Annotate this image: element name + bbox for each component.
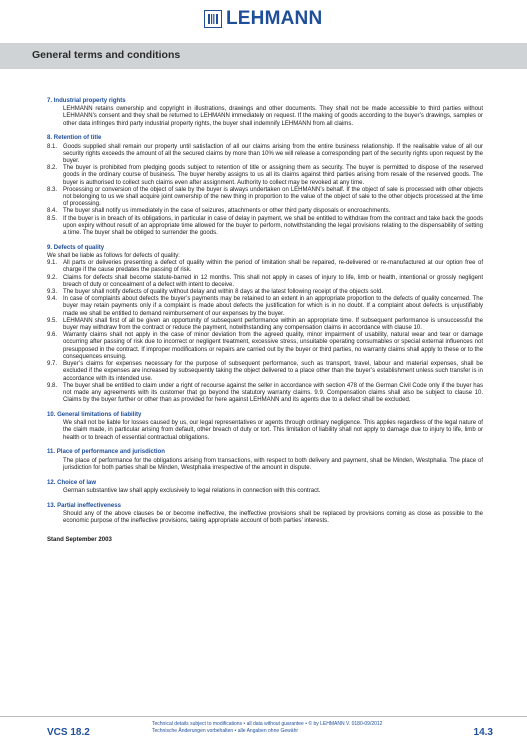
clause-text: Claims for defects shall become statute-barred in 12 months. This shall not apply in cases of injury to life, limb or health, intentional or grossly negligent breach of duty or concealment of a defect with intent to deceive. [63, 274, 483, 288]
section-paragraph: Should any of the above clauses be or become ineffective, the ineffective provisions shall be replaced by provisions coming as close as possible to the economic purpose of the ineffective provisions, taking appropriate account of both parties’ interests. [63, 510, 483, 524]
clause-number: 9.5. [47, 317, 58, 324]
footer-page-number: 14.3 [473, 727, 493, 738]
section-choice-of-law [47, 480, 483, 495]
terms-content [47, 98, 483, 544]
section-retention-of-title [47, 135, 483, 237]
section-heading: 13. Partial ineffectiveness [47, 502, 121, 509]
lehmann-box-logo-icon [204, 10, 222, 28]
clause-number: 9.4. [47, 296, 58, 303]
section-heading: 7. Industrial property rights [47, 98, 126, 104]
title-bar [0, 43, 527, 69]
clause-number: 9.3. [47, 289, 58, 296]
footer-note-english: Technical details subject to modifications • all data without guarantee • © by LEHMANN V. 0180-09/2012 [152, 721, 383, 727]
clause-text: Buyer’s claims for expenses necessary for the purpose of subsequent performance, such as transport, travel, labour and material expenses, shall be excluded if the expenses are increased by subsequently taking the object delivered to a place other than the buyer’s establishment unless such transfer is in accordance with its intended use. [63, 361, 483, 382]
footer-catalog-code: VCS 18.2 [47, 727, 90, 738]
section-place-of-performance [47, 449, 483, 472]
clause-text: All parts or deliveries presenting a defect of quality within the period of limitation shall be repaired, re-delivered or re-manufactured at our option free of charge if the cause predates the passing of risk. [63, 260, 483, 274]
clause-text: Goods supplied shall remain our property until satisfaction of all our claims arising from the entire business relationship. If the realisable value of all our security rights exceeds the amount of all the secured claims by more than 10% we will release a corresponding part of the security rights upon request by the buyer. [63, 143, 483, 165]
clause-number: 9.6. [47, 332, 58, 339]
clause-item [47, 275, 483, 289]
clause-number: 8.1. [47, 143, 58, 150]
footer-note-german: Technische Änderungen vorbehalten • alle Angaben ohne Gewähr [152, 727, 299, 734]
section-industrial-property [47, 98, 483, 128]
clause-text: LEHMANN shall first of all be given an opportunity of subsequent performance within an appropriate time. If subsequent performance is unsuccessful the buyer may withdraw from the contract or reduce the payment, notwithstanding any compensation claims in accordance with clause 10. [63, 317, 483, 332]
section-paragraph: LEHMANN retains ownership and copyright in illustrations, drawings and other documents. They shall not be made accessible to third parties without LEHMANN’s consent and they shall be returned to LEHMANN immediately on request. If the making of goods according to the buyer’s drawings, samples or other data infringes third party industrial property rights, the buyer shall indemnify LEHMANN from all claims. [63, 106, 483, 127]
section-paragraph: German substantive law shall apply exclusively to legal relations in connection with this contract. [63, 487, 321, 494]
section-intro: We shall be liable as follows for defects of quality: [47, 253, 180, 260]
clause-text: The buyer shall be entitled to claim under a right of recourse against the seller in accordance with section 478 of the German Civil Code only if the buyer has not made any agreements with its customer that go beyond the statutory warranty claims. 9.9. Compensation claims shall also be subject to clause 10. Claims by the buyer further or other than as provided for here against LEHMANN and its agents due to a defect shall be excluded. [63, 382, 483, 404]
section-heading: 9. Defects of quality [47, 244, 105, 251]
clause-number: 9.8. [47, 382, 58, 389]
clause-item [47, 383, 483, 405]
page-title: General terms and conditions [32, 49, 181, 61]
clause-text: Warranty claims shall not apply in the case of minor deviation from the agreed quality, minor impairment of usability, natural wear and tear or damage occurring after passing of risk due to incorrect or negligent treatment, excessive stress, unsuitable operating consumables or special external influences not presupposed in the contract. If improper modifications or repairs are carried out by the buyer or third parties, no warranty claims shall apply to these or to the consequences ensuing. [63, 332, 483, 360]
clause-text: In case of complaints about defects the buyer’s payments may be retained to an extent in an appropriate proportion to the defects of quality concerned. The buyer may retain payments only if a complaint is made about defects the justification for which is in no doubt. If a complaint about defects is unjustifiably made we shall be entitled to demand reimbursement of our expenses by the buyer. [63, 296, 483, 317]
brand-logo [204, 8, 322, 30]
clause-number: 8.2. [47, 165, 58, 172]
footer-divider [0, 716, 527, 717]
clause-number: 8.5. [47, 215, 58, 222]
section-heading: 8. Retention of title [47, 135, 102, 142]
section-paragraph: The place of performance for the obligations arising from transactions, with respect to both delivery and payment, shall be Minden, Westphalia. The place of jurisdiction for both parties shall be Minden, Westphalia irrespective of the amount in dispute. [63, 457, 483, 471]
clause-number: 9.1. [47, 260, 58, 267]
section-limitations-of-liability [47, 412, 483, 442]
stand-date: Stand September 2003 [47, 537, 112, 544]
section-heading: 11. Place of performance and jurisdiction [47, 449, 165, 456]
clause-number: 8.4. [47, 208, 58, 215]
clause-item [47, 361, 483, 383]
section-heading: 10. General limitations of liability [47, 411, 142, 418]
clause-text: The buyer shall notify defects of quality without delay and within 8 days at the latest following receipt of the objects sold. [63, 289, 383, 296]
clause-number: 8.3. [47, 186, 58, 193]
clause-item [47, 289, 483, 296]
clause-text: The buyer shall notify us immediately in the case of seizures, attachments or other third party disposals or encroachments. [63, 208, 391, 215]
clause-number: 9.7. [47, 361, 58, 368]
clause-item [47, 318, 483, 332]
section-heading: 12. Choice of law [47, 479, 97, 486]
clause-item [47, 165, 483, 187]
clause-item [47, 144, 483, 166]
clause-item [47, 260, 483, 274]
brand-name: LEHMANN [226, 8, 323, 29]
clause-item [47, 332, 483, 361]
clause-text: If the buyer is in breach of its obligations, in particular in case of delay in payment, we shall be entitled to withdraw from the contract and take back the goods upon expiry without result of an appropriate time allowed for the buyer to perform, notwithstanding the legal provisions relating to the dispensability of setting a time. The buyer shall be obliged to surrender the goods. [63, 215, 483, 237]
clause-text: The buyer is prohibited from pledging goods subject to retention of title or assigning them as security. The buyer is permitted to dispose of the reserved goods in the ordinary course of business. The buyer hereby assigns to us all its claims against third parties arising from resale of the reserved goods. The buyer is authorised to collect such claims even after assignment. Authority to collect may be revoked at any time. [63, 165, 483, 186]
section-partial-ineffectiveness [47, 503, 483, 526]
clause-item [47, 296, 483, 318]
clause-item [47, 216, 483, 238]
section-paragraph: We shall not be liable for losses caused by us, our legal representatives or agents through ordinary negligence. This applies regardless of the legal nature of the claim made, in particular arising from default, other breach of duty or tort. This limitation of liability shall not apply to damage due to injury to life, limb or health or to breach of essential contractual obligations. [63, 420, 483, 441]
footer-notes [152, 721, 382, 734]
clause-text: Processing or conversion of the object of sale by the buyer is always undertaken on LEHMANN’s behalf. If the object of sale is processed with other objects not belonging to us we shall acquire joint ownership of the new thing in proportion to the value of the object of sale to the other objects processed at the time of processing. [63, 186, 483, 208]
clause-number: 9.2. [47, 274, 58, 281]
clause-item [47, 187, 483, 209]
clause-item [47, 208, 483, 215]
section-defects-of-quality [47, 245, 483, 404]
